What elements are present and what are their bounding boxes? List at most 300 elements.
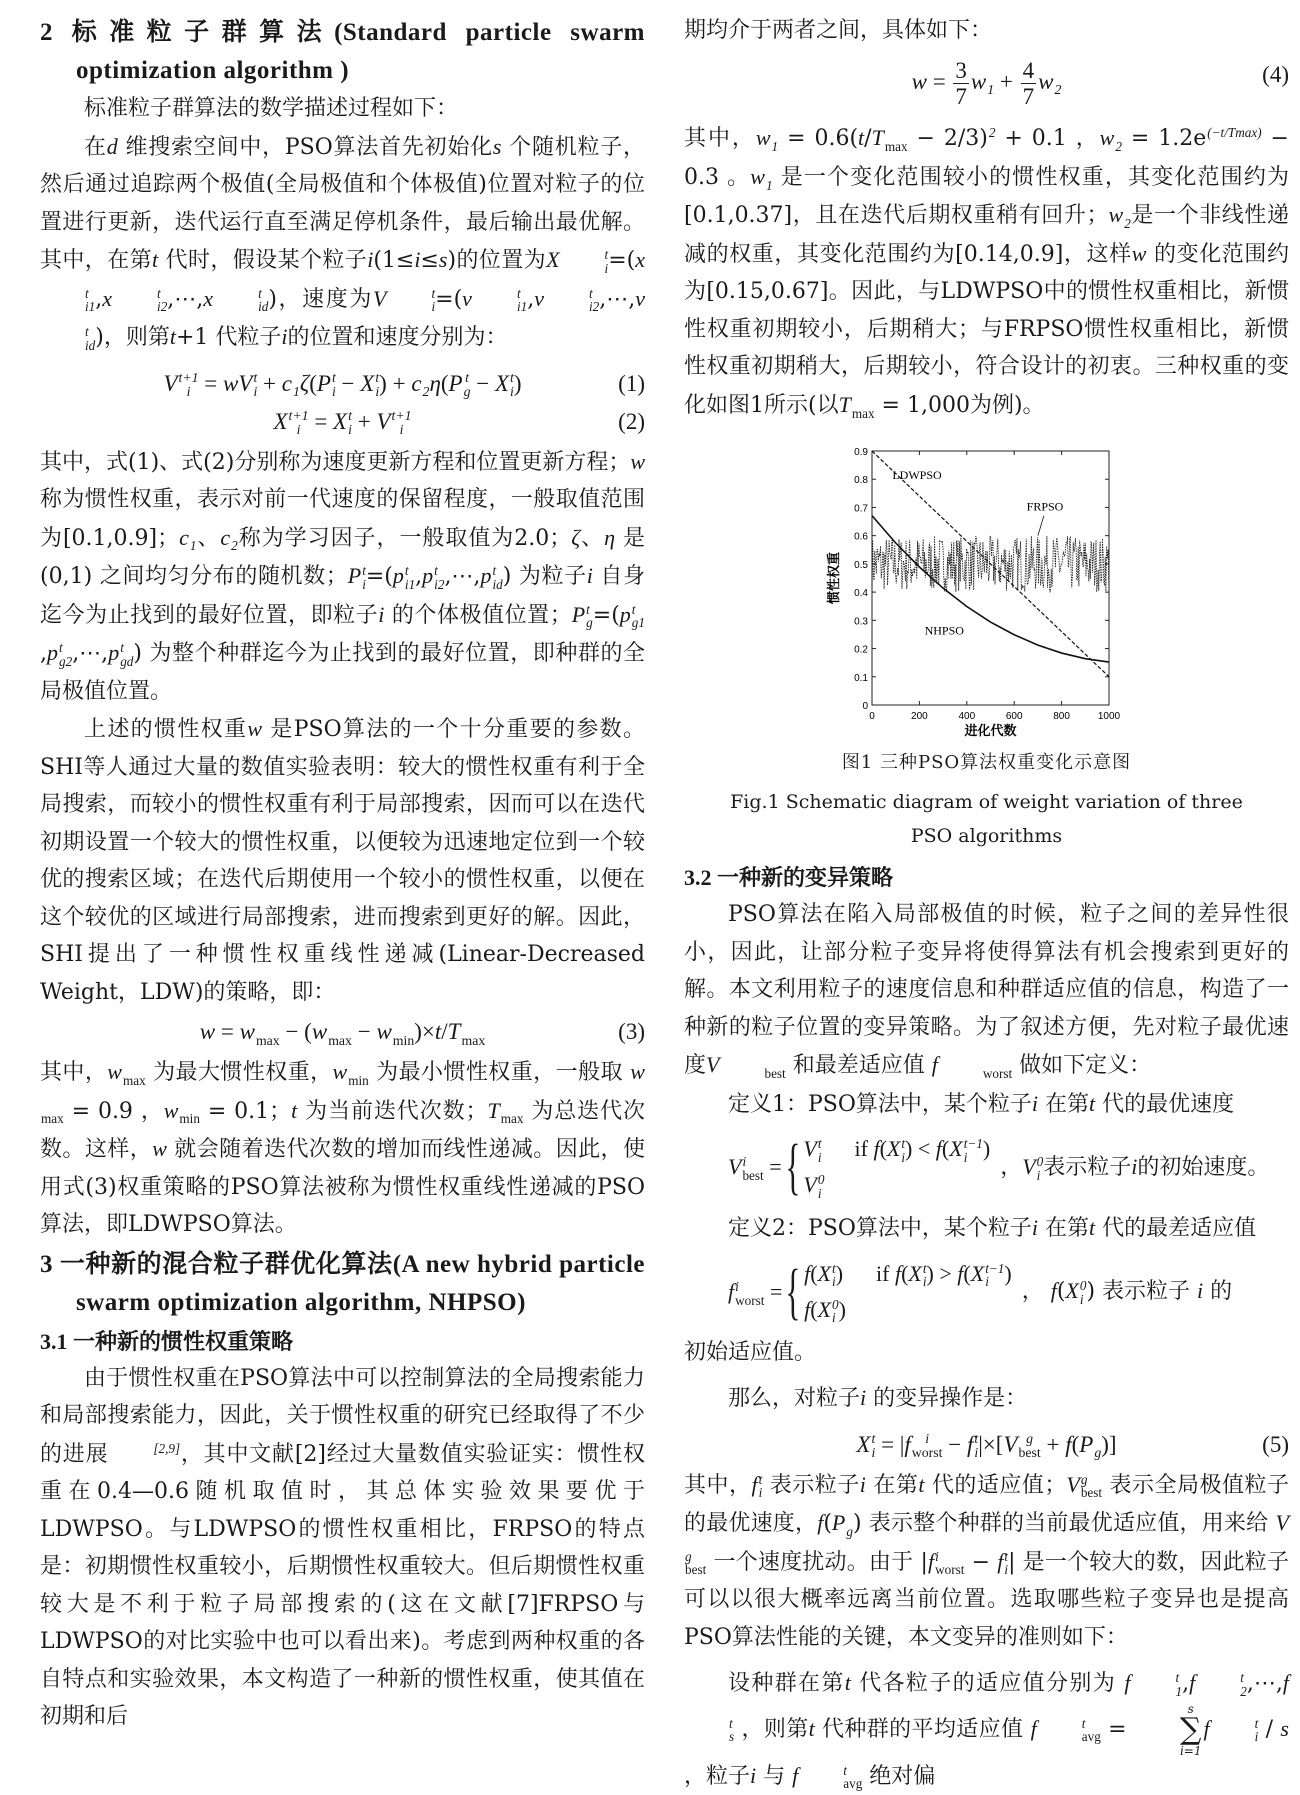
text-run: ，粒子 bbox=[684, 1763, 751, 1789]
superscript: t bbox=[253, 369, 258, 385]
scripts bbox=[41, 325, 95, 353]
scripts bbox=[179, 1099, 200, 1127]
text-run: 个随机粒子，然后通过追踪两个极值(全局极值和个体极值)位置对粒子的位置进行更新，迭代运行直至满足停机条件，最后输出最优解。其中，在第 bbox=[40, 134, 645, 273]
text-run: 绝对偏 bbox=[862, 1763, 936, 1789]
subscript: i bbox=[1254, 1729, 1259, 1745]
text-run: =( bbox=[365, 564, 393, 589]
subscript: i bbox=[348, 422, 352, 438]
variable-base: w bbox=[1099, 125, 1115, 151]
variable-base: i bbox=[414, 247, 421, 272]
scripts bbox=[1081, 1473, 1102, 1501]
paragraph bbox=[40, 710, 645, 1011]
scripts bbox=[545, 287, 599, 315]
variable-base: p bbox=[422, 563, 434, 588]
equation-4 bbox=[684, 58, 1289, 110]
right-column-lower bbox=[684, 858, 1289, 1795]
math-variable bbox=[220, 524, 238, 554]
variable-base: P bbox=[1079, 1431, 1094, 1457]
subscript: i2 bbox=[434, 576, 445, 592]
definition-1 bbox=[684, 1085, 1289, 1124]
equation-1 bbox=[40, 367, 645, 401]
text-run: − bbox=[942, 1431, 967, 1457]
variable-base: T bbox=[871, 125, 884, 151]
superscript bbox=[885, 126, 908, 140]
annotation-nhpso: NHPSO bbox=[924, 623, 964, 638]
left-brace: { bbox=[785, 1133, 800, 1201]
paragraph bbox=[40, 128, 645, 357]
subscript: g2 bbox=[59, 653, 73, 669]
superscript: (−t/Tmax) bbox=[1207, 125, 1262, 141]
variable-base: f bbox=[792, 1762, 799, 1788]
variable-base: V bbox=[728, 1154, 742, 1180]
superscript: t bbox=[758, 1471, 763, 1487]
variable-base: i bbox=[586, 563, 593, 588]
text-run: )，则第 bbox=[95, 325, 170, 350]
text-run: = 1.2e bbox=[1121, 126, 1207, 152]
y-tick-label: 0.1 bbox=[854, 672, 868, 684]
equation-body bbox=[911, 57, 1062, 109]
text-run: + bbox=[1040, 1431, 1066, 1457]
text-run: ( bbox=[440, 370, 449, 396]
variable-base: f bbox=[935, 1136, 942, 1161]
variable-base: w bbox=[199, 1019, 216, 1044]
variable-base: w bbox=[630, 1059, 645, 1084]
math-variable bbox=[1132, 241, 1147, 266]
math-variable bbox=[871, 125, 908, 155]
math-variable bbox=[997, 1548, 1009, 1578]
superscript: t bbox=[1175, 1670, 1180, 1686]
cases-rows bbox=[804, 1256, 1012, 1328]
math-variable bbox=[546, 247, 609, 276]
text-run: PSO算法在陷入局部极值的时候，粒子之间的差异性很小，因此，让部分粒子变异将使得算法有机会搜索到更好的解。本文利用粒子的速度信息和种群适应值的信息，构造了一种新的粒子位置的变异策略。为了叙述方便，先对粒子最优速度 bbox=[684, 902, 1289, 1078]
text-run: |×[ bbox=[978, 1431, 1004, 1457]
variable-base: X bbox=[494, 370, 510, 396]
variable-base: i bbox=[750, 1762, 757, 1788]
superscript: t bbox=[516, 285, 521, 301]
variable-base: w bbox=[1131, 240, 1147, 266]
scripts bbox=[434, 564, 444, 592]
superscript: t bbox=[832, 1260, 836, 1276]
math-variable bbox=[1030, 1715, 1101, 1745]
cases-lhs bbox=[728, 1148, 782, 1186]
subscript: i bbox=[186, 384, 191, 400]
subscript: max bbox=[41, 1111, 64, 1127]
variable-base: p bbox=[619, 601, 631, 627]
variable-base: x bbox=[203, 285, 214, 311]
paragraph bbox=[684, 1379, 1289, 1418]
scripts bbox=[1115, 126, 1122, 154]
variable-base: i bbox=[1031, 1090, 1039, 1116]
superscript bbox=[231, 526, 238, 540]
subscript: worst bbox=[982, 1065, 1013, 1081]
scripts bbox=[231, 526, 238, 554]
superscript: t bbox=[465, 369, 469, 385]
equation-3 bbox=[40, 1015, 645, 1049]
variable-base: P bbox=[571, 601, 586, 627]
paragraph bbox=[40, 443, 645, 711]
superscript bbox=[1124, 203, 1131, 217]
variable-base: V bbox=[1022, 1153, 1036, 1179]
subscript: g bbox=[1094, 1445, 1102, 1461]
variable-base: f bbox=[804, 1296, 811, 1322]
variable-base: c bbox=[411, 370, 422, 396]
subscript: max bbox=[461, 1032, 486, 1048]
variable-base: v bbox=[534, 285, 544, 311]
math-variable bbox=[300, 371, 309, 396]
math-variable bbox=[332, 1059, 369, 1088]
superscript bbox=[846, 1511, 853, 1525]
frpso-leader-line bbox=[1038, 516, 1044, 536]
text-run: )的位置为 bbox=[447, 248, 547, 273]
variable-base: ζ bbox=[299, 370, 310, 396]
text-run: = 0.6( bbox=[778, 126, 859, 152]
variable-base: P bbox=[316, 370, 331, 396]
subscript: 2 bbox=[1124, 216, 1131, 232]
variable-base: w bbox=[163, 1097, 179, 1123]
text-run: ( bbox=[879, 1136, 887, 1161]
superscript bbox=[293, 371, 300, 385]
text-run: = bbox=[215, 1019, 240, 1044]
text-run: )，速度为 bbox=[268, 286, 374, 312]
numerator: 3 bbox=[955, 57, 967, 83]
text-run: 是 (0,1) 之间均匀分布的随机数； bbox=[40, 525, 645, 589]
scripts bbox=[289, 409, 309, 438]
text-run: ，其中文献[2]经过大量数值实验证实：惯性权重在0.4—0.6随机取值时，其总体实验效果要优于LDWPSO。与LDWPSO的惯性权重相比，FRPSO的特点是：初期惯性权重较小，后期惯性权重较大。但后期惯性权重较大是不利于粒子局部搜索的(这在文献[7]FRPSO与LDWPSO的对比实验中也可以看出来)。考虑到两种权重的各自特点和实验效果，本文构造了一种新的惯性权重，使其值在初期和后 bbox=[40, 1441, 646, 1729]
paragraph bbox=[40, 1053, 645, 1244]
variable-base: P bbox=[448, 370, 463, 396]
y-tick-label: 0.4 bbox=[854, 588, 868, 600]
scripts bbox=[387, 287, 435, 315]
subscript: worst bbox=[735, 1292, 765, 1308]
superscript: t bbox=[1240, 1670, 1244, 1686]
text-run: 和最差适应值 bbox=[785, 1053, 932, 1078]
math-variable bbox=[1079, 1431, 1102, 1461]
math-variable bbox=[107, 1059, 146, 1088]
math-variable bbox=[152, 1136, 167, 1161]
superscript: t bbox=[1254, 1715, 1259, 1731]
math-variable bbox=[311, 1019, 352, 1048]
math-variable bbox=[480, 563, 503, 592]
scripts bbox=[935, 1550, 964, 1578]
text-run: ) 表示整个种群的当前最优适应值，用来给 bbox=[852, 1511, 1276, 1536]
text-run: ) < bbox=[905, 1136, 936, 1161]
text-run: ) bbox=[513, 370, 522, 396]
variable-base: X bbox=[817, 1260, 832, 1286]
subscript: i2 bbox=[588, 299, 600, 315]
math-variable bbox=[803, 1172, 825, 1201]
text-run: if bbox=[821, 1136, 874, 1161]
subscript: max bbox=[500, 1111, 524, 1127]
scripts bbox=[256, 1019, 280, 1048]
variable-base: X bbox=[856, 1431, 871, 1457]
text-run: 定义2：PSO算法中，某个粒子 bbox=[728, 1216, 1032, 1241]
y-tick-label: 0.5 bbox=[854, 559, 868, 571]
text-run: 的变化范围约为[0.15,0.67]。因此，与LDWPSO中的惯性权重相比，新惯性权重初期较小，后期稍大；与FRPSO惯性权重相比，新惯性权重初期稍大，后期较小，符合设计的初衷。三种权重的变化如图1所示(以 bbox=[684, 241, 1289, 418]
text-run: ,⋯, bbox=[167, 286, 204, 312]
text-run: ( bbox=[309, 370, 317, 396]
subscript bbox=[1207, 140, 1261, 154]
variable-base: V bbox=[706, 1052, 720, 1077]
variable-base: X bbox=[817, 1296, 832, 1322]
text-run: − 0.3 。 bbox=[684, 126, 1289, 190]
variable-base: η bbox=[604, 524, 616, 550]
text-run: 、 bbox=[196, 525, 221, 551]
math-variable bbox=[238, 369, 258, 400]
math-variable bbox=[347, 563, 366, 592]
subscript: 2 bbox=[1240, 1683, 1247, 1699]
variable-base: V bbox=[803, 1136, 817, 1161]
x-tick-label: 0 bbox=[869, 711, 875, 722]
math-variable bbox=[239, 1019, 280, 1048]
denominator: 7 bbox=[1022, 83, 1035, 109]
scripts bbox=[328, 1019, 352, 1048]
subscript: worst bbox=[911, 1445, 943, 1461]
x-tick-label: 1000 bbox=[1097, 711, 1121, 722]
subscript: i bbox=[832, 1310, 836, 1326]
superscript bbox=[461, 1019, 485, 1033]
subscript: i bbox=[431, 299, 436, 315]
subscript: best bbox=[1018, 1445, 1041, 1461]
math-variable bbox=[750, 163, 773, 193]
variable-base: w bbox=[911, 68, 927, 94]
variable-base: X bbox=[970, 1260, 985, 1286]
subscript: i bbox=[817, 1185, 822, 1201]
text-run: ( bbox=[810, 1296, 818, 1322]
variable-base: X bbox=[949, 1136, 963, 1161]
superscript: t bbox=[631, 601, 636, 617]
variable-base: x bbox=[635, 247, 645, 272]
subscript: 2 bbox=[1115, 139, 1122, 155]
math-variable bbox=[886, 1136, 906, 1165]
math-variable bbox=[223, 371, 238, 396]
text-run: = bbox=[763, 1154, 782, 1180]
math-variable bbox=[1206, 125, 1261, 150]
variable-base: f bbox=[1124, 1670, 1131, 1695]
text-run: 标准粒子群算法的数学描述过程如下： bbox=[84, 96, 459, 121]
variable-base: v bbox=[462, 285, 472, 311]
text-run: 是一个非线性递减的权重，其变化范围约为[0.14,0.9]，这样 bbox=[684, 203, 1289, 267]
x-axis-label: 进化代数 bbox=[964, 724, 1017, 739]
scripts bbox=[492, 564, 502, 592]
math-variable bbox=[163, 369, 199, 400]
superscript: t−1 bbox=[963, 1136, 983, 1152]
text-run: = bbox=[1100, 1716, 1134, 1742]
superscript: t bbox=[871, 1430, 876, 1446]
math-variable bbox=[1065, 1278, 1087, 1308]
math-variable bbox=[281, 370, 300, 400]
superscript: t bbox=[922, 1260, 927, 1276]
text-run: )] bbox=[1101, 1431, 1117, 1457]
math-variable bbox=[333, 407, 352, 438]
text-run: + 0.1 ， bbox=[995, 126, 1100, 152]
subscript: 2 bbox=[1054, 82, 1062, 98]
superscript: t bbox=[604, 247, 609, 263]
math-variable bbox=[494, 369, 514, 400]
text-run: 表示粒子 bbox=[1043, 1154, 1132, 1180]
scripts bbox=[393, 1019, 414, 1048]
subscript: i1 bbox=[85, 299, 96, 315]
subscript: max bbox=[884, 139, 908, 155]
subscript: s bbox=[729, 1729, 735, 1745]
text-run: 自身迄今为止找到的最好位置，即粒子 bbox=[40, 564, 646, 628]
variable-base: i bbox=[1131, 1153, 1138, 1179]
text-run: 的变异操作是： bbox=[866, 1386, 1028, 1411]
variable-base: X bbox=[546, 247, 560, 272]
subscript: i bbox=[758, 1485, 763, 1501]
text-run: / bbox=[441, 1019, 448, 1044]
math-variable bbox=[429, 371, 440, 396]
text-run: ) 为粒子 bbox=[502, 564, 587, 589]
subscript: best bbox=[764, 1065, 786, 1081]
text-run: 那么，对粒子 bbox=[728, 1386, 861, 1411]
variable-base: x bbox=[102, 285, 113, 311]
math-variable bbox=[448, 369, 471, 400]
text-run: ) > bbox=[926, 1260, 958, 1286]
subscript: avg bbox=[1081, 1729, 1101, 1745]
variable-base: T bbox=[838, 391, 851, 417]
subscript: i bbox=[604, 260, 609, 276]
text-run: 代种群的平均适应值 bbox=[814, 1716, 1031, 1742]
superscript bbox=[852, 393, 875, 407]
figure-caption-en bbox=[684, 785, 1289, 853]
case-row bbox=[803, 1131, 990, 1167]
variable-base: p bbox=[480, 563, 492, 588]
text-run: / bbox=[1258, 1716, 1281, 1742]
math-variable bbox=[706, 1052, 786, 1081]
variable-base: w bbox=[107, 1059, 122, 1084]
text-run: = 0.1； bbox=[199, 1098, 292, 1124]
math-variable bbox=[1108, 202, 1131, 232]
math-variable bbox=[904, 1430, 943, 1461]
text-run: 与 bbox=[756, 1763, 793, 1789]
variable-base: T bbox=[487, 1097, 500, 1123]
subscript: best bbox=[742, 1168, 764, 1184]
sum-lower-limit: i=1 bbox=[1179, 1743, 1202, 1758]
text-run: ( bbox=[1056, 1279, 1066, 1305]
variable-base: X bbox=[886, 1136, 901, 1161]
variable-base: t bbox=[1089, 1215, 1096, 1240]
math-variable bbox=[373, 285, 436, 315]
text-run: 代各粒子的适应值分别为 bbox=[850, 1671, 1125, 1696]
annotation-frpso: FRPSO bbox=[1026, 499, 1064, 514]
text-run: )× bbox=[414, 1019, 435, 1044]
superscript: t bbox=[331, 369, 336, 385]
subscript: i bbox=[985, 1274, 989, 1290]
variable-base: t bbox=[844, 1670, 851, 1695]
text-run: 在 bbox=[84, 134, 107, 160]
text-run: ) bbox=[838, 1296, 846, 1322]
math-variable bbox=[751, 1471, 763, 1501]
scripts bbox=[1207, 126, 1261, 154]
subscript: g bbox=[463, 384, 471, 400]
variable-base: X bbox=[908, 1260, 922, 1286]
superscript: 2 bbox=[988, 125, 996, 141]
text-run: , bbox=[415, 564, 423, 589]
cases-lhs bbox=[728, 1273, 782, 1311]
text-run: − bbox=[351, 1019, 377, 1044]
variable-base: w bbox=[239, 1019, 255, 1044]
text-run: ( bbox=[810, 1260, 818, 1286]
text-run: 为当前迭代次数； bbox=[297, 1098, 488, 1124]
variable-base: t bbox=[434, 1019, 442, 1044]
y-axis-label: 惯性权重 bbox=[827, 551, 842, 605]
superscript: g bbox=[685, 1548, 692, 1564]
variable-base: w bbox=[1038, 68, 1054, 94]
text-run: =( bbox=[435, 286, 463, 312]
subscript: i bbox=[296, 422, 301, 438]
variable-base: w bbox=[332, 1059, 348, 1084]
variable-base: w bbox=[311, 1019, 328, 1044]
variable-base: s bbox=[438, 247, 448, 272]
text-run: = bbox=[198, 370, 224, 396]
scripts bbox=[392, 409, 412, 438]
text-run: (1≤ bbox=[373, 248, 415, 273]
equation-body bbox=[199, 1019, 486, 1048]
subscript: g bbox=[846, 1523, 853, 1539]
math-variable bbox=[534, 285, 600, 315]
math-variable bbox=[108, 640, 134, 669]
scripts bbox=[846, 1511, 853, 1539]
equation-body bbox=[856, 1430, 1117, 1461]
scripts bbox=[885, 126, 908, 154]
superscript: t bbox=[586, 601, 590, 617]
superscript: t+1 bbox=[288, 407, 309, 423]
superscript bbox=[766, 165, 773, 179]
scripts bbox=[685, 1550, 706, 1578]
paragraph bbox=[684, 896, 1289, 1085]
x-tick-label: 600 bbox=[1005, 711, 1023, 722]
math-variable bbox=[411, 370, 430, 400]
variable-base: i bbox=[1031, 1215, 1039, 1240]
superscript: t bbox=[375, 369, 380, 385]
variable-base: X bbox=[333, 408, 348, 434]
subscript: i bbox=[375, 384, 380, 400]
subscript: i bbox=[963, 1149, 968, 1165]
superscript: g bbox=[1080, 1471, 1088, 1487]
equation-number: (5) bbox=[1262, 1431, 1289, 1457]
math-variable bbox=[1124, 1670, 1183, 1699]
variable-base: s bbox=[492, 133, 502, 159]
variable-base: f bbox=[957, 1260, 964, 1286]
subscript: i2 bbox=[157, 299, 168, 315]
variable-base: v bbox=[635, 285, 645, 311]
math-variable bbox=[422, 563, 445, 592]
variable-base: V bbox=[803, 1172, 817, 1197]
variable-base: i bbox=[367, 247, 374, 272]
subscript: best bbox=[685, 1562, 707, 1578]
definition-2 bbox=[684, 1209, 1289, 1248]
text-run: 初始适应值。 bbox=[684, 1339, 817, 1365]
text-run: , bbox=[1182, 1671, 1190, 1696]
scripts bbox=[1211, 1717, 1259, 1745]
superscript: t bbox=[348, 407, 352, 423]
math-variable bbox=[571, 525, 580, 550]
variable-base: f bbox=[804, 1260, 811, 1286]
scripts bbox=[985, 1262, 1004, 1290]
weight-variation-chart bbox=[820, 438, 1130, 748]
subscript: i bbox=[922, 1274, 927, 1290]
section-3-1-heading: 3.1 一种新的惯性权重策略 bbox=[40, 1328, 294, 1354]
superscript: t bbox=[729, 1715, 733, 1731]
subscript: g1 bbox=[631, 615, 645, 631]
math-variable bbox=[630, 449, 645, 474]
y-tick-label: 0.8 bbox=[854, 475, 868, 487]
superscript bbox=[501, 1099, 524, 1113]
superscript: t bbox=[492, 563, 497, 579]
scripts bbox=[685, 1717, 734, 1745]
text-run: = bbox=[764, 1278, 783, 1304]
math-variable bbox=[831, 1510, 853, 1539]
